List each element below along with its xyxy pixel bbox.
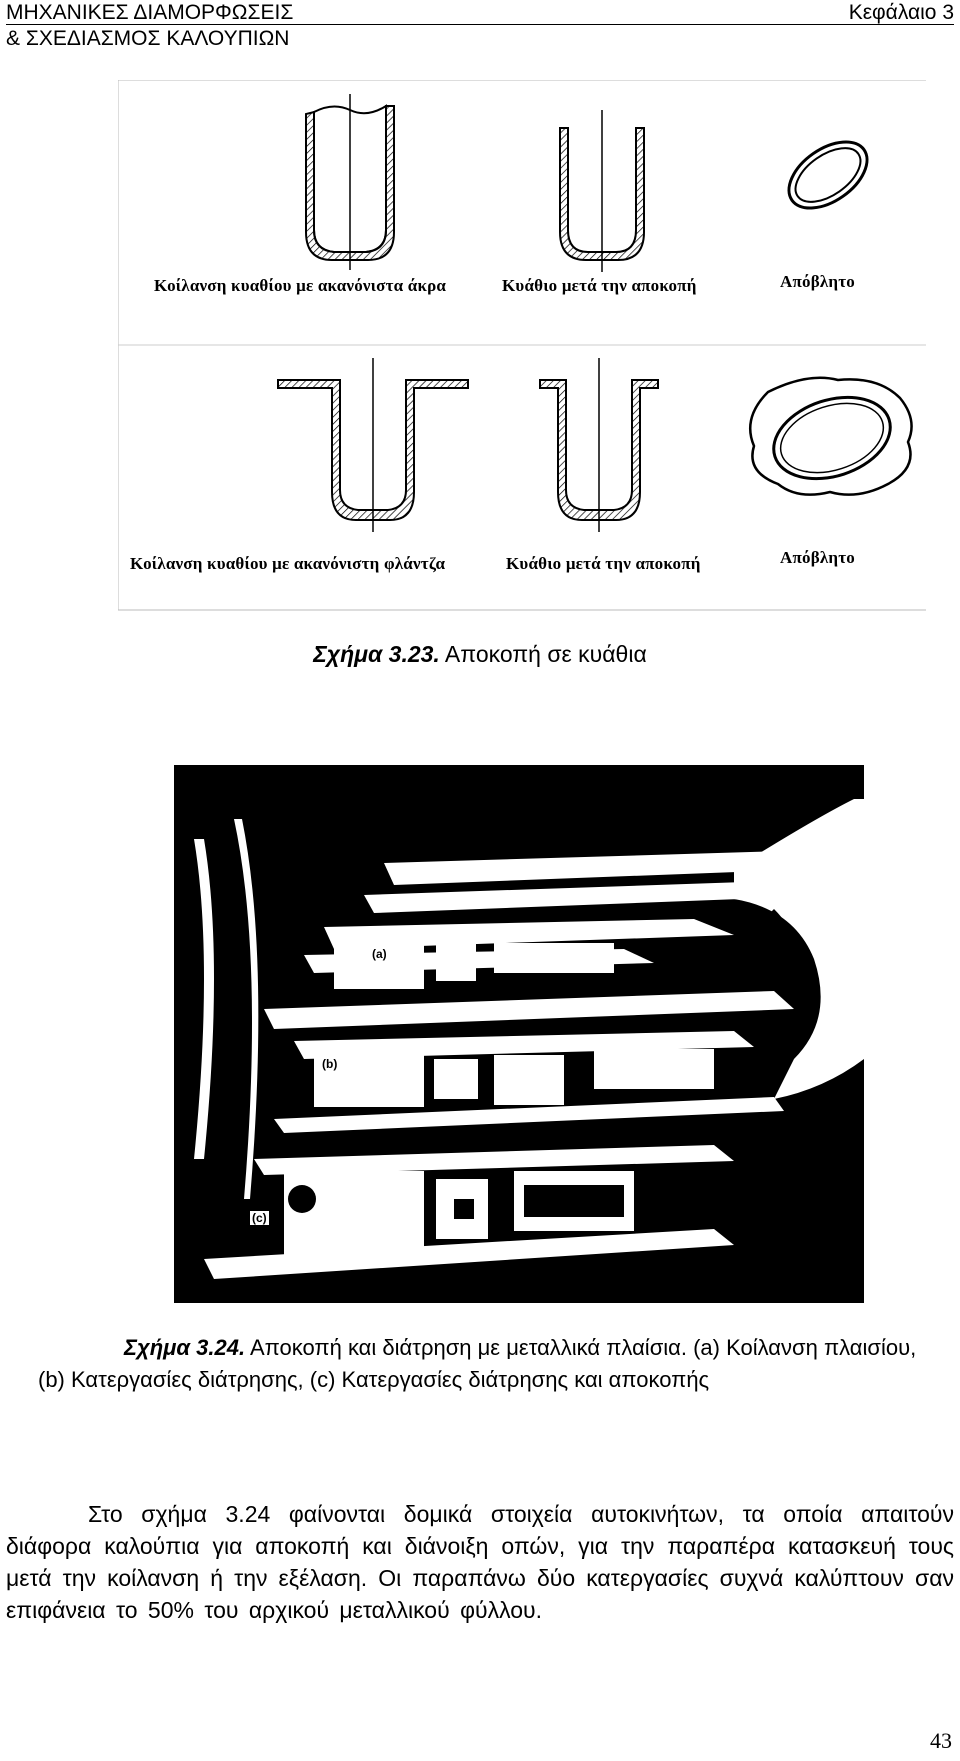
car-frame-photo <box>174 759 872 1303</box>
figure-3-24-caption-label: Σχήμα 3.24. <box>124 1335 246 1360</box>
cup-trimming-diagram <box>118 80 926 612</box>
page-number: 43 <box>930 1728 952 1753</box>
header-rule <box>6 24 954 25</box>
page-header <box>6 0 954 50</box>
photo-label-a: (a) <box>372 947 387 961</box>
figure-3-23-caption-text: Αποκοπή σε κυάθια <box>439 641 647 667</box>
figure-3-23-caption <box>0 640 960 668</box>
header-title-line2: & ΣΧΕΔΙΑΣΜΟΣ ΚΑΛΟΥΠΙΩΝ <box>6 27 290 50</box>
figure-3-23-caption-label: Σχήμα 3.23. <box>313 641 440 667</box>
cup-irregular-flange <box>278 358 468 532</box>
cup-trimmed-flange <box>540 358 658 532</box>
label-scrap-top: Απόβλητο <box>780 272 855 291</box>
figure-3-23 <box>118 80 926 612</box>
photo-label-b: (b) <box>322 1057 338 1071</box>
label-trimmed-top: Κυάθιο μετά την αποκοπή <box>502 276 697 295</box>
scrap-ring-bottom <box>750 378 911 495</box>
body-paragraph: Στο σχήμα 3.24 φαίνονται δομικά στοιχεία αυτοκινήτων, τα οποία απαιτούν διάφορα καλούπια για αποκοπή και διάνοιξη οπών, για την παραπέρα κατασκευή τους μετά την κοίλανση ή την εξέλαση. Οι παραπάνω δύο κατεργασίες συχνά καλύπτουν σαν επιφάνεια το 50% του αρχικού μεταλλικού φύλλου. <box>6 1501 954 1623</box>
header-chapter: Κεφάλαιο 3 <box>848 1 954 24</box>
header-title-line1: ΜΗΧΑΝΙΚΕΣ ΔΙΑΜΟΡΦΩΣΕΙΣ <box>6 1 294 24</box>
header-title <box>6 0 293 52</box>
label-irregular-flange: Κοίλανση κυαθίου με ακανόνιστη φλάντζα <box>130 554 446 573</box>
figure-3-24-caption-text: Αποκοπή και διάτρηση με μεταλλικά πλαίσια. (a) Κοίλανση πλαισίου, (b) Κατεργασίες διάτρησης, (c) Κατεργασίες διάτρησης και αποκοπής <box>38 1335 917 1392</box>
label-irregular-edge: Κοίλανση κυαθίου με ακανόνιστα άκρα <box>154 276 447 295</box>
figure-3-24-caption-label-wrap <box>38 1335 245 1360</box>
photo-label-c: (c) <box>252 1211 267 1225</box>
scrap-ring-top <box>777 128 879 221</box>
cup-trimmed <box>560 110 644 272</box>
label-trimmed-bottom: Κυάθιο μετά την αποκοπή <box>506 554 701 573</box>
cup-irregular-edge <box>306 94 394 270</box>
figure-3-24-caption <box>38 1332 928 1396</box>
label-scrap-bottom: Απόβλητο <box>780 548 855 567</box>
figure-3-24-photo <box>174 759 872 1303</box>
